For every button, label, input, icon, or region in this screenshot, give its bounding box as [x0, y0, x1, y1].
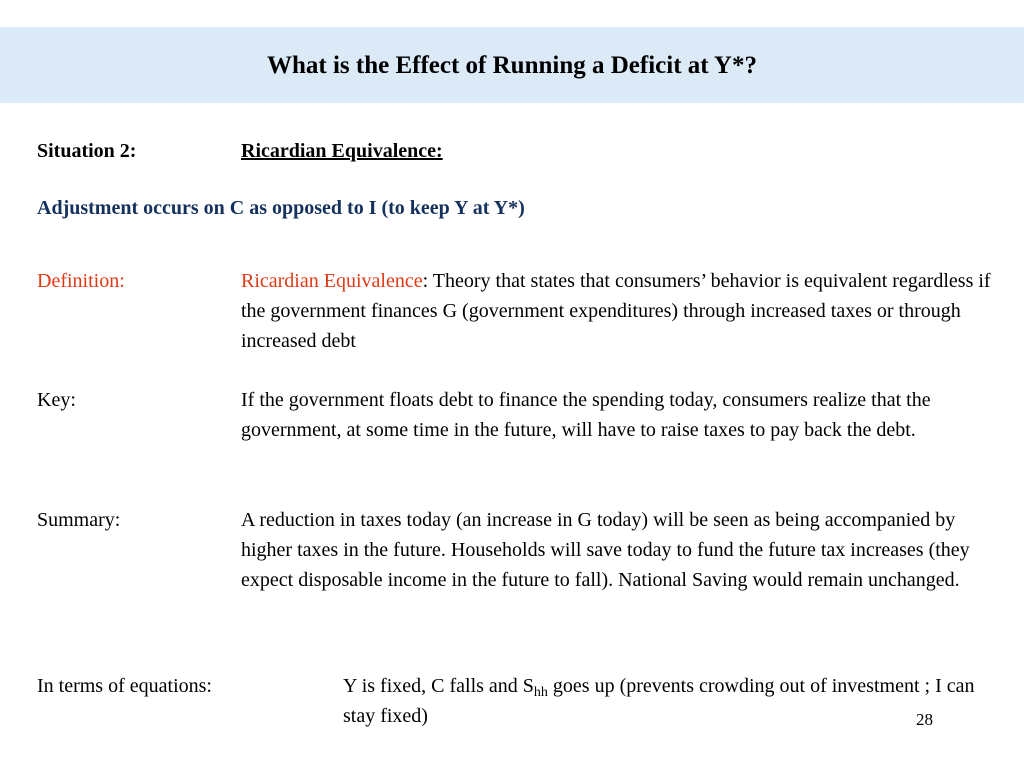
definition-term: Ricardian Equivalence	[241, 270, 423, 292]
slide-title: What is the Effect of Running a Deficit at Y*?	[266, 52, 757, 79]
equations-text-before: Y is fixed, C falls and S	[343, 675, 534, 697]
equations-text-after: goes up (prevents crowding out of investment ; I can stay fixed)	[343, 675, 975, 727]
page-number: 28	[916, 710, 933, 729]
situation-value: Ricardian Equivalence:	[241, 140, 443, 162]
summary-text: A reduction in taxes today (an increase in G today) will be seen as being accompanied by higher taxes in the future. Households will save today to fund the future tax increases (they expect disposable income in the future to fall). National Saving would remain unchanged.	[241, 509, 970, 591]
equations-label: In terms of equations:	[37, 675, 212, 697]
title-bar	[0, 27, 1024, 103]
key-text: If the government floats debt to finance the spending today, consumers realize that the government, at some time in the future, will have to raise taxes to pay back the debt.	[241, 389, 931, 441]
equations-subscript: hh	[533, 685, 548, 700]
situation-label: Situation 2:	[37, 140, 137, 162]
key-label: Key:	[37, 389, 76, 411]
summary-label: Summary:	[37, 509, 121, 531]
definition-text	[241, 266, 993, 356]
definition-label: Definition:	[37, 270, 125, 292]
adjustment-statement: Adjustment occurs on C as opposed to I (to keep Y at Y*)	[37, 197, 525, 219]
definition-body: : Theory that states that consumers’ behavior is equivalent regardless if the government finances G (government expenditures) through increased taxes or through increased debt	[241, 270, 991, 352]
equations-text	[343, 671, 983, 731]
